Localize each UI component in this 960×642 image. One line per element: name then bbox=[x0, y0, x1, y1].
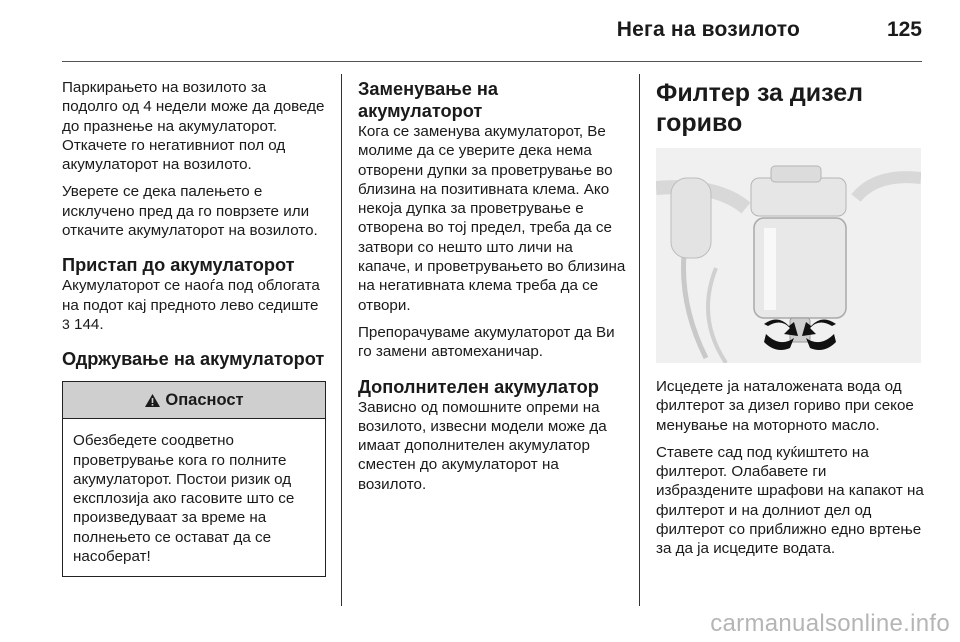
heading-battery-maintenance: Одржување на акумулаторот bbox=[62, 349, 325, 370]
battery-access-text: Акумулаторот се наоѓа под облогата на подот кај предното лево седиште bbox=[62, 277, 320, 314]
column-left bbox=[62, 78, 326, 577]
additional-battery-paragraph: Зависно од помошните опреми на возилото, извесни модели може да имаат дополнителен акумулатор сместен до акумулаторот на возилото. bbox=[358, 398, 607, 493]
warning-title: Опасност bbox=[165, 390, 244, 409]
diesel-filter-illustration bbox=[656, 148, 921, 363]
column-right bbox=[656, 78, 924, 567]
replacement-paragraph: Кога се заменува акумулаторот, Ве молиме да се уверите дека нема отворени дупки за проветрување во близина на позитивната клема. Ако некоја дупка за проветрување е отворена во тој предел, треба да се затвори со нешто што личи на капаче, и проветрувањето во близина на негативната клема треба да се отвори. bbox=[358, 123, 626, 314]
parking-paragraph: Паркирањето на возилото за подолго од 4 недели може да доведе до празнење на акумулаторот. Откачете го негативниот пол од акумулаторот на возилото. bbox=[62, 79, 325, 174]
header-divider bbox=[62, 61, 922, 62]
battery-access-paragraph bbox=[62, 276, 326, 334]
heading-additional-battery: Дополнителен акумулатор bbox=[358, 376, 599, 397]
warning-text: Обезбедете соодветно проветрување кога го полните акумулаторот. Постои ризик од експлозија ако гасовите што се произведуваат за време на полнењето се остават да се насоберат! bbox=[73, 432, 295, 566]
watermark: carmanualsonline.info bbox=[710, 610, 950, 637]
heading-diesel-filter: Филтер за дизел гориво bbox=[656, 79, 864, 137]
column-divider-1 bbox=[341, 74, 342, 606]
column-middle bbox=[358, 78, 626, 502]
heading-battery-access: Пристап до акумулаторот bbox=[62, 255, 295, 276]
page-reference[interactable]: 144. bbox=[74, 315, 104, 333]
page-reference-arrow-icon: 3 bbox=[62, 315, 70, 332]
heading-battery-replacement: Заменување на акумулаторот bbox=[358, 79, 498, 121]
mechanic-paragraph: Препорачуваме акумулаторот да Ви го замени автомеханичар. bbox=[358, 323, 615, 361]
column-divider-2 bbox=[639, 74, 640, 606]
drain-water-paragraph: Исцедете ја наталожената вода од филтерот за дизел гориво при секое менување на моторното масло. bbox=[656, 378, 914, 434]
warning-body bbox=[63, 419, 325, 576]
warning-triangle-icon bbox=[144, 393, 161, 408]
ignition-paragraph: Уверете се дека палењето е исклучено пред да го поврзете или откачите акумулаторот на возилото. bbox=[62, 183, 318, 240]
warning-header bbox=[63, 382, 325, 419]
page-number: 125 bbox=[886, 18, 922, 41]
page-header-title: Нега на возилото bbox=[616, 18, 800, 41]
warning-box bbox=[62, 381, 326, 577]
drain-procedure-paragraph: Ставете сад под куќиштето на филтерот. Олабавете ги избраздените шрафови на капакот на филтерот и на долниот дел од филтерот со приближно едно вртење за да ја исцедите водата. bbox=[656, 443, 924, 558]
